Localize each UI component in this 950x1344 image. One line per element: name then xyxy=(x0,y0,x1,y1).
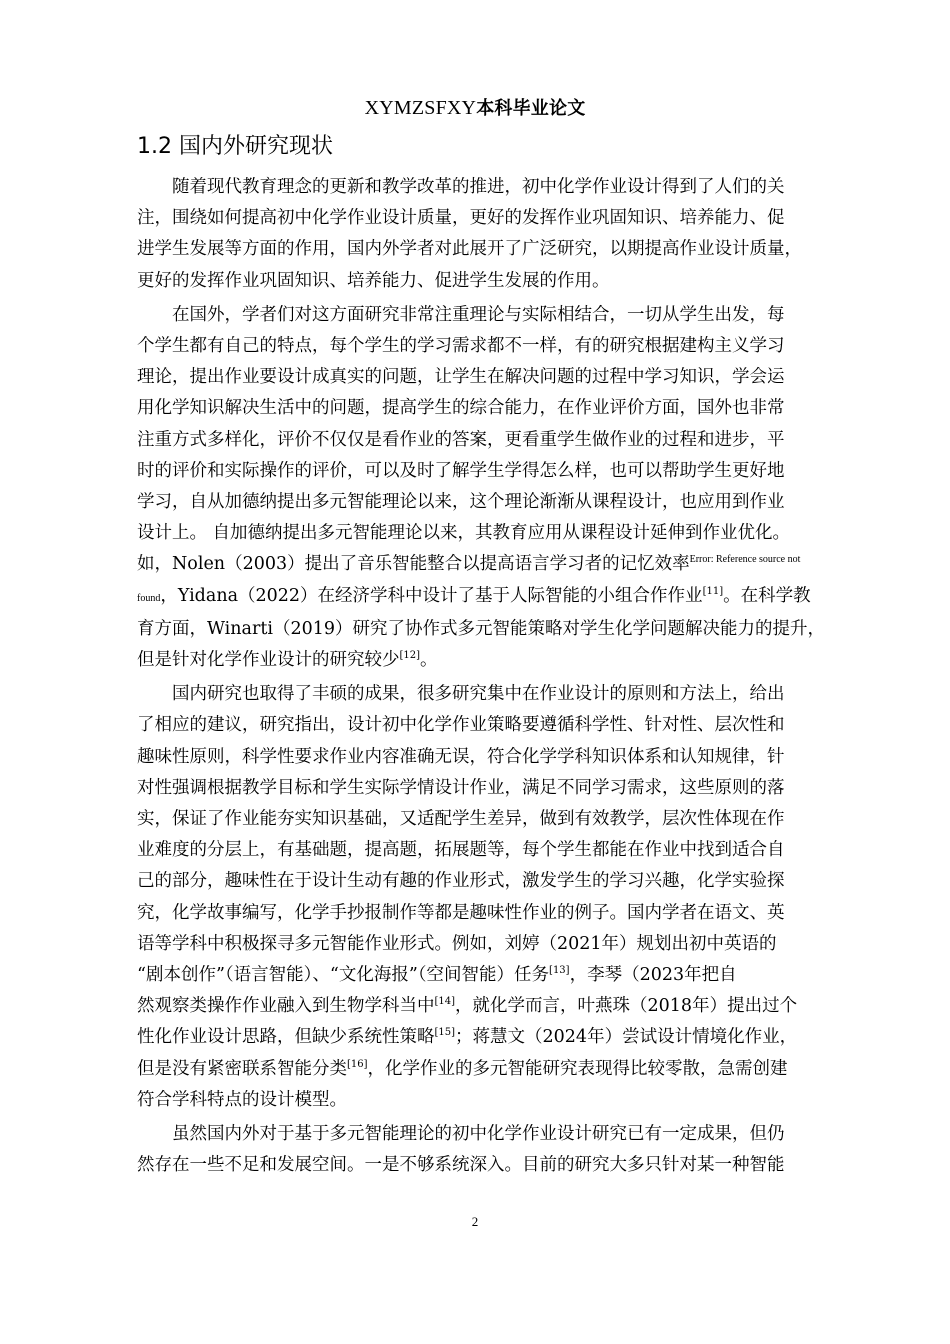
text-line: 随着现代教育理念的更新和教学改革的推进，初中化学作业设计得到了人们的关 xyxy=(137,177,785,197)
text-line: 了相应的建议，研究指出，设计初中化学作业策略要遵循科学性、针对性、层次性和 xyxy=(137,715,785,736)
reference-error: found xyxy=(137,592,161,604)
text-line: 业难度的分层上，有基础题，提高题，拓展题等，每个学生都能在作业中找到适合自 xyxy=(137,840,785,861)
text-line: 个学生都有自己的特点，每个学生的学习需求都不一样，有的研究根据建构主义学习 xyxy=(137,336,785,357)
text-line xyxy=(137,991,865,1022)
text-line: 理论，提出作业要设计成真实的问题，让学生在解决问题的过程中学习知识，学会运 xyxy=(137,367,785,388)
citation-14: [14] xyxy=(434,996,456,1008)
text-line: 注重方式多样化，评价不仅仅是看作业的答案，更看重学生做作业的过程和进步，平 xyxy=(137,429,785,450)
text-segment: 。在科学教 xyxy=(723,585,811,606)
header-cn: 本科毕业论文 xyxy=(476,98,586,119)
paragraph-2 xyxy=(137,300,865,676)
paragraph-1 xyxy=(137,172,865,297)
citation-11: [11] xyxy=(702,585,724,597)
text-segment: 然观察类操作作业融入到生物学科当中 xyxy=(137,996,435,1017)
section-heading: 1.2 国内外研究现状 xyxy=(137,134,333,159)
citation-13: [13] xyxy=(549,965,570,977)
text-line: 更好的发挥作业巩固知识、培养能力、促进学生发展的作用。 xyxy=(137,270,610,291)
text-line: 趣味性原则，科学性要求作业内容准确无误，符合化学学科知识体系和认知规律，针 xyxy=(137,746,785,767)
text-line: 设计上。 自加德纳提出多元智能理论以来，其教育应用从课程设计延伸到作业优化。 xyxy=(137,523,791,544)
running-header xyxy=(0,94,950,120)
text-line: 符合学科特点的设计模型。 xyxy=(137,1089,347,1110)
text-line xyxy=(137,1054,865,1085)
text-line: 虽然国内外对于基于多元智能理论的初中化学作业设计研究已有一定成果，但仍 xyxy=(137,1124,785,1145)
text-line: 学习，自从加德纳提出多元智能理论以来，这个理论渐渐从课程设计，也应用到作业 xyxy=(137,492,785,513)
text-line xyxy=(137,645,865,676)
text-segment: 性化作业设计思路，但缺少系统性策略 xyxy=(137,1027,435,1048)
text-line: 究，化学故事编写，化学手抄报制作等都是趣味性作业的例子。国内学者在语文、英 xyxy=(137,902,785,923)
text-segment: 。 xyxy=(420,650,438,671)
text-line: 在国外，学者们对这方面研究非常注重理论与实际相结合，一切从学生出发，每 xyxy=(137,304,785,325)
text-line: 育方面，Winarti（2019）研究了协作式多元智能策略对学生化学问题解决能力的提升， xyxy=(137,618,826,639)
text-segment: ，就化学而言，叶燕珠（2018年）提出过个 xyxy=(455,996,798,1017)
paragraph-3 xyxy=(137,679,865,1116)
text-segment: “剧本创作”（语言智能）、“文化海报”（空间智能）任务 xyxy=(137,965,550,986)
citation-15: [15] xyxy=(434,1027,456,1039)
text-line: 然存在一些不足和发展空间。一是不够系统深入。目前的研究大多只针对某一种智能 xyxy=(137,1155,785,1176)
text-line: 进学生发展等方面的作用，国内外学者对此展开了广泛研究，以期提高作业设计质量， xyxy=(137,239,802,260)
text-line: 时的评价和实际操作的评价，可以及时了解学生学得怎么样，也可以帮助学生更好地 xyxy=(137,460,785,481)
text-line: 国内研究也取得了丰硕的成果，很多研究集中在作业设计的原则和方法上，给出 xyxy=(137,684,785,705)
page-number: 2 xyxy=(471,1214,479,1229)
text-line: 实，保证了作业能夯实知识基础，又适配学生差异，做到有效教学，层次性体现在作 xyxy=(137,809,785,830)
text-line xyxy=(137,581,865,614)
citation-16: [16] xyxy=(347,1058,368,1070)
text-segment: 但是没有紧密联系智能分类 xyxy=(137,1058,347,1079)
text-line: 注，围绕如何提高初中化学作业设计质量，更好的发挥作业巩固知识、培养能力、促 xyxy=(137,208,785,229)
text-line xyxy=(137,549,865,580)
text-segment: ；蒋慧文（2024年）尝试设计情境化作业， xyxy=(455,1027,798,1048)
text-segment: ，李琴（2023年把自 xyxy=(569,965,737,986)
text-segment: ，化学作业的多元智能研究表现得比较零散，急需创建 xyxy=(367,1058,788,1079)
text-line xyxy=(137,960,865,991)
text-line xyxy=(137,1022,865,1053)
text-line: 己的部分，趣味性在于设计生动有趣的作业形式，激发学生的学习兴趣，化学实验探 xyxy=(137,871,785,892)
text-line: 对性强调根据教学目标和学生实际学情设计作业，满足不同学习需求，这些原则的落 xyxy=(137,777,785,798)
reference-error: Error: Reference source not xyxy=(689,554,801,566)
paragraph-4 xyxy=(137,1119,865,1181)
text-line: 语等学科中积极探寻多元智能作业形式。例如，刘婷（2021年）规划出初中英语的 xyxy=(137,933,777,954)
body-text xyxy=(137,172,865,1182)
text-segment: 但是针对化学作业设计的研究较少 xyxy=(137,650,400,671)
citation-12: [12] xyxy=(399,650,421,662)
text-segment: 如，Nolen（2003）提出了音乐智能整合以提高语言学习者的记忆效率 xyxy=(137,554,690,575)
header-latin: XYMZSFXY xyxy=(364,97,477,119)
text-line: 用化学知识解决生活中的问题，提高学生的综合能力，在作业评价方面，国外也非常 xyxy=(137,398,785,419)
text-segment: ，Yidana（2022）在经济学科中设计了基于人际智能的小组合作作业 xyxy=(160,585,703,606)
